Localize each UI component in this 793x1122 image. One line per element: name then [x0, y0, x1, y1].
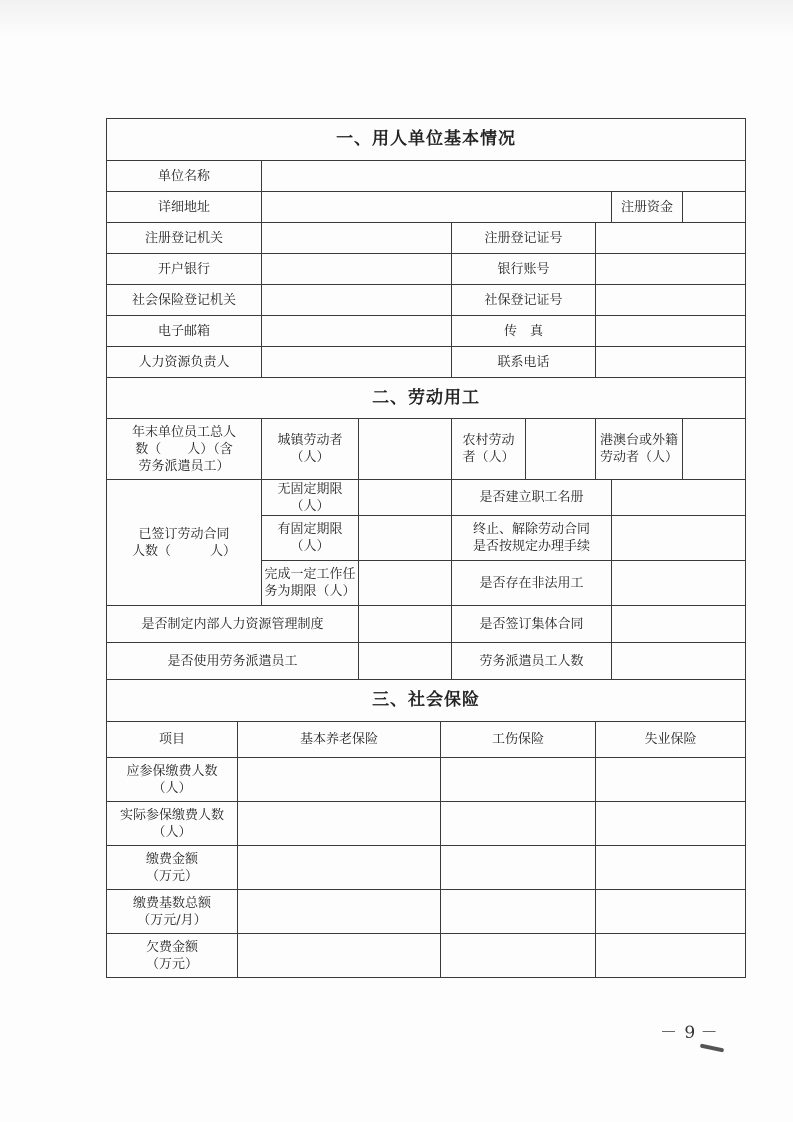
row-label [107, 934, 238, 978]
label-urban-workers [262, 419, 359, 480]
pension-cell[interactable] [238, 890, 441, 934]
label-roster: 是否建立职工名册 [452, 480, 612, 516]
label-unit-name: 单位名称 [107, 161, 262, 192]
row-label [107, 890, 238, 934]
section3-title: 三、社会保险 [107, 680, 746, 722]
table-row [107, 934, 746, 978]
label-foreign-workers [596, 419, 683, 480]
phone-field[interactable] [596, 347, 746, 378]
open-term-field[interactable] [359, 480, 452, 516]
row-label-line1: 实际参保缴费人数 [119, 807, 224, 823]
form-table [106, 118, 746, 978]
label-fax: 传 真 [452, 316, 596, 347]
total-staff-line2: 数（ 人）（含 [135, 441, 233, 457]
col-header-pension: 基本养老保险 [238, 722, 441, 758]
col-header-item: 项目 [107, 722, 238, 758]
si-number-field[interactable] [596, 285, 746, 316]
total-staff-line1: 年末单位员工总人 [131, 424, 236, 440]
pension-cell[interactable] [238, 758, 441, 802]
pension-cell[interactable] [238, 934, 441, 978]
label-reg-authority: 注册登记机关 [107, 223, 262, 254]
label-total-staff [107, 419, 262, 480]
rural-workers-field[interactable] [526, 419, 596, 480]
signed-line2: 人数（ 人） [131, 543, 236, 559]
pen-mark [700, 1044, 724, 1053]
injury-cell[interactable] [441, 758, 596, 802]
injury-cell[interactable] [441, 934, 596, 978]
unemployment-cell[interactable] [596, 758, 746, 802]
urban-workers-field[interactable] [359, 419, 452, 480]
label-bank-account: 银行账号 [452, 254, 596, 285]
row-label [107, 802, 238, 846]
row-label-line1: 应参保缴费人数 [126, 763, 218, 779]
foreign-workers-field[interactable] [683, 419, 746, 480]
fax-field[interactable] [596, 316, 746, 347]
task-line2: 务为期限（人） [264, 584, 356, 599]
fixed-term-field[interactable] [359, 516, 452, 561]
label-dispatch-count: 劳务派遣员工人数 [452, 643, 612, 680]
page-dash-left: － [660, 1023, 679, 1043]
label-si-authority: 社会保险登记机关 [107, 285, 262, 316]
table-row [107, 802, 746, 846]
label-fixed-term: 有固定期限（人） [262, 516, 359, 561]
reg-authority-field[interactable] [262, 223, 452, 254]
label-registered-capital: 注册资金 [612, 192, 683, 223]
signed-line1: 已签订劳动合同 [138, 526, 230, 542]
injury-cell[interactable] [441, 890, 596, 934]
unemployment-cell[interactable] [596, 890, 746, 934]
unit-name-field[interactable] [262, 161, 746, 192]
urban-line1: 城镇劳动者 [277, 433, 343, 448]
label-task-term [262, 561, 359, 606]
page-number-value: 9 [684, 1023, 696, 1043]
reg-number-field[interactable] [596, 223, 746, 254]
pension-cell[interactable] [238, 802, 441, 846]
dispatch-count-field[interactable] [612, 643, 746, 680]
label-open-term: 无固定期限（人） [262, 480, 359, 516]
illegal-employment-field[interactable] [612, 561, 746, 606]
row-label-line2: （万元） [145, 956, 198, 972]
table-row [107, 846, 746, 890]
label-bank: 开户银行 [107, 254, 262, 285]
dispatch-use-field[interactable] [359, 643, 452, 680]
col-header-injury: 工伤保险 [441, 722, 596, 758]
label-email: 电子邮箱 [107, 316, 262, 347]
hr-system-field[interactable] [359, 606, 452, 643]
table-row [107, 758, 746, 802]
label-collective-contract: 是否签订集体合同 [452, 606, 612, 643]
page-dash-right: － [700, 1023, 720, 1043]
row-label [107, 846, 238, 890]
task-line1: 完成一定工作任 [264, 567, 356, 582]
si-authority-field[interactable] [262, 285, 452, 316]
injury-cell[interactable] [441, 802, 596, 846]
task-term-field[interactable] [359, 561, 452, 606]
bank-account-field[interactable] [596, 254, 746, 285]
label-dispatch-use: 是否使用劳务派遣员工 [107, 643, 359, 680]
section2-title: 二、劳动用工 [107, 378, 746, 419]
label-si-number: 社保登记证号 [452, 285, 596, 316]
label-rural-workers [452, 419, 526, 480]
row-label-line2: （万元） [145, 868, 198, 884]
termination-line1: 终止、解除劳动合同 [472, 522, 590, 537]
row-label-line1: 欠费金额 [145, 939, 198, 955]
foreign-line1: 港澳台或外籍 [599, 433, 678, 448]
unemployment-cell[interactable] [596, 934, 746, 978]
row-label-line1: 缴费基数总额 [132, 895, 211, 911]
scan-shading [0, 0, 793, 38]
rural-line1: 农村劳动 [462, 433, 515, 448]
roster-field[interactable] [612, 480, 746, 516]
col-header-unemployment: 失业保险 [596, 722, 746, 758]
section1-title: 一、用人单位基本情况 [107, 119, 746, 161]
unemployment-cell[interactable] [596, 802, 746, 846]
row-label-line2: （人） [152, 780, 192, 796]
label-hr-manager: 人力资源负责人 [107, 347, 262, 378]
rural-line2: 者（人） [462, 450, 515, 465]
pension-cell[interactable] [238, 846, 441, 890]
termination-line2: 是否按规定办理手续 [472, 539, 590, 554]
termination-field[interactable] [612, 516, 746, 561]
bank-field[interactable] [262, 254, 452, 285]
urban-line2: （人） [290, 450, 330, 465]
row-label [107, 758, 238, 802]
email-field[interactable] [262, 316, 452, 347]
collective-contract-field[interactable] [612, 606, 746, 643]
address-field[interactable] [262, 192, 612, 223]
row-label-line2: （万元/月） [137, 912, 207, 928]
registered-capital-field[interactable] [683, 192, 746, 223]
unemployment-cell[interactable] [596, 846, 746, 890]
label-termination [452, 516, 612, 561]
injury-cell[interactable] [441, 846, 596, 890]
employer-form [106, 118, 745, 975]
hr-manager-field[interactable] [262, 347, 452, 378]
table-row [107, 890, 746, 934]
total-staff-line3: 劳务派遣员工） [138, 458, 230, 474]
page-number [660, 1018, 720, 1043]
label-address: 详细地址 [107, 192, 262, 223]
row-label-line1: 缴费金额 [145, 851, 198, 867]
label-reg-number: 注册登记证号 [452, 223, 596, 254]
foreign-line2: 劳动者（人） [599, 450, 678, 465]
row-label-line2: （人） [152, 824, 192, 840]
label-illegal-employment: 是否存在非法用工 [452, 561, 612, 606]
label-phone: 联系电话 [452, 347, 596, 378]
label-hr-system: 是否制定内部人力资源管理制度 [107, 606, 359, 643]
label-signed-contracts [107, 480, 262, 606]
